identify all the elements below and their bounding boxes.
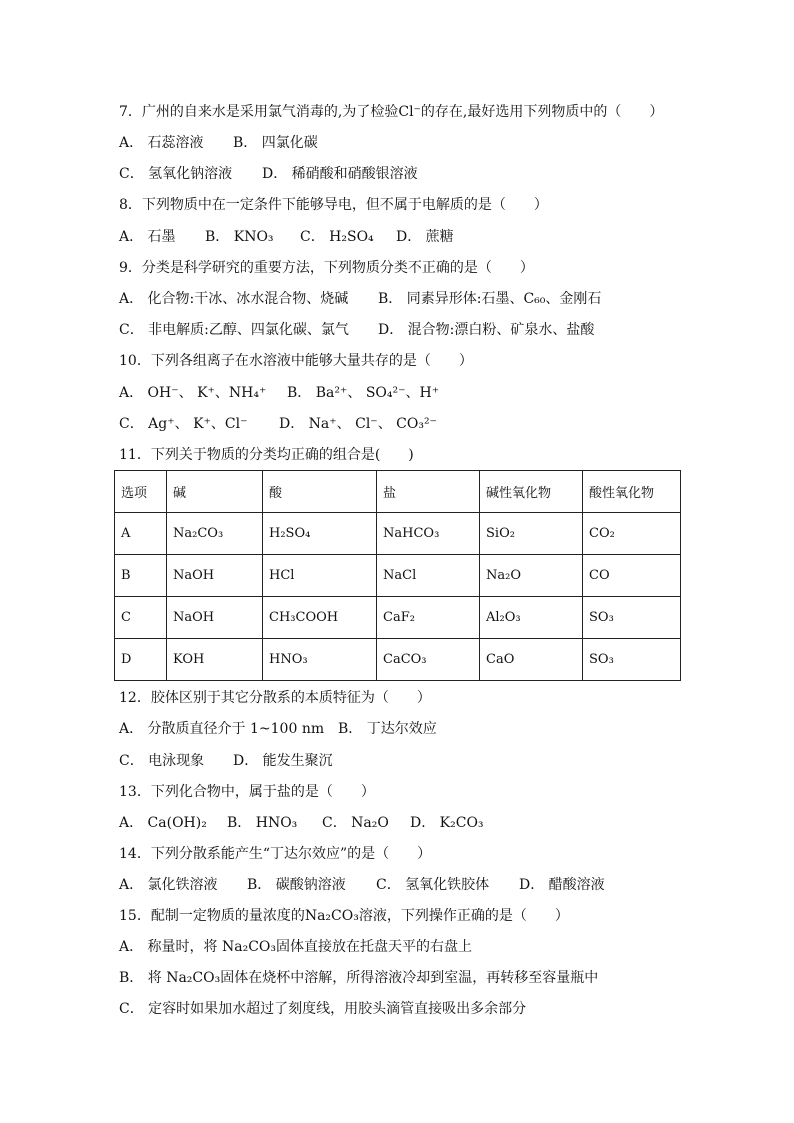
q8-stem: 8．下列物质中在一定条件下能够导电，但不属于电解质的是（ ）: [119, 197, 548, 213]
table-cell: CO: [583, 555, 681, 597]
table-cell: CaF₂: [377, 597, 480, 639]
table-cell: NaOH: [167, 555, 263, 597]
q12-option-d: D． 能发生聚沉: [233, 753, 333, 769]
q13-option-c: C． Na₂O: [322, 815, 389, 831]
q8-option-b: B． KNO₃: [205, 229, 274, 245]
q9-option-d: D． 混合物:漂白粉、矿泉水、盐酸: [378, 322, 595, 338]
table-cell: SiO₂: [480, 513, 583, 555]
table-cell: A: [115, 513, 167, 555]
table-cell: HCl: [263, 555, 377, 597]
table-row: [115, 513, 681, 555]
q7-option-d: D． 稀硝酸和硝酸银溶液: [262, 166, 418, 182]
table-cell: NaOH: [167, 597, 263, 639]
table-header-cell: 碱性氧化物: [480, 471, 583, 513]
q7-option-c: C． 氢氧化钠溶液: [119, 166, 233, 182]
table-row: [115, 555, 681, 597]
table-cell: KOH: [167, 639, 263, 681]
q11-stem: 11．下列关于物质的分类均正确的组合是( ): [119, 447, 414, 463]
table-cell: HNO₃: [263, 639, 377, 681]
table-cell: C: [115, 597, 167, 639]
q7-option-b: B． 四氯化碳: [233, 135, 318, 151]
q13-option-a: A． Ca(OH)₂: [119, 815, 207, 831]
q9-option-b: B． 同素异形体:石墨、C₆₀、金刚石: [378, 291, 602, 307]
q12-option-a: A． 分散质直径介于 1~100 nm: [119, 721, 325, 737]
q8-option-d: D． 蔗糖: [396, 229, 454, 245]
table-header-cell: 碱: [167, 471, 263, 513]
q14-option-d: D． 醋酸溶液: [519, 877, 605, 893]
table-header-cell: 酸: [263, 471, 377, 513]
table-cell: H₂SO₄: [263, 513, 377, 555]
q7-stem: 7．广州的自来水是采用氯气消毒的,为了检验Cl⁻的存在,最好选用下列物质中的（ ）: [119, 104, 664, 120]
q12-stem: 12．胶体区别于其它分散系的本质特征为（ ）: [119, 690, 431, 706]
q7-option-a: A． 石蕊溶液: [119, 135, 204, 151]
table-cell: CO₂: [583, 513, 681, 555]
q14-option-c: C． 氢氧化铁胶体: [376, 877, 490, 893]
q14-option-a: A． 氯化铁溶液: [119, 877, 218, 893]
q10-stem: 10．下列各组离子在水溶液中能够大量共存的是（ ）: [119, 353, 473, 369]
table-cell: SO₃: [583, 597, 681, 639]
table-cell: Na₂O: [480, 555, 583, 597]
q8-option-a: A． 石墨: [119, 229, 176, 245]
q14-option-b: B． 碳酸钠溶液: [247, 877, 346, 893]
table-header-row: [115, 471, 681, 513]
q13-stem: 13．下列化合物中，属于盐的是（ ）: [119, 784, 375, 800]
table-cell: SO₃: [583, 639, 681, 681]
q10-option-c: C． Ag⁺、 K⁺、Cl⁻: [119, 416, 248, 432]
q12-option-c: C． 电泳现象: [119, 753, 205, 769]
q8-option-c: C． H₂SO₄: [300, 229, 374, 245]
q14-stem: 14．下列分散系能产生“丁达尔效应”的是（ ）: [119, 846, 432, 862]
q13-option-b: B． HNO₃: [227, 815, 298, 831]
q9-stem: 9．分类是科学研究的重要方法，下列物质分类不正确的是（ ）: [119, 260, 534, 276]
q13-option-d: D． K₂CO₃: [410, 815, 484, 831]
q9-option-a: A． 化合物:干冰、冰水混合物、烧碱: [119, 291, 349, 307]
table-header-cell: 酸性氧化物: [583, 471, 681, 513]
q15-stem: 15．配制一定物质的量浓度的Na₂CO₃溶液，下列操作正确的是（ ）: [119, 908, 569, 924]
q15-option-a: A． 称量时，将 Na₂CO₃固体直接放在托盘天平的右盘上: [119, 939, 473, 955]
table-cell: Na₂CO₃: [167, 513, 263, 555]
table-row: [115, 597, 681, 639]
table-cell: CaCO₃: [377, 639, 480, 681]
table-cell: NaHCO₃: [377, 513, 480, 555]
q9-option-c: C． 非电解质:乙醇、四氯化碳、氯气: [119, 322, 349, 338]
table-header-cell: 盐: [377, 471, 480, 513]
q15-option-c: C． 定容时如果加水超过了刻度线，用胶头滴管直接吸出多余部分: [119, 1001, 527, 1017]
table-cell: NaCl: [377, 555, 480, 597]
q10-option-d: D． Na⁺、 Cl⁻、 CO₃²⁻: [279, 416, 437, 432]
table-cell: D: [115, 639, 167, 681]
q10-option-b: B． Ba²⁺、 SO₄²⁻、H⁺: [287, 385, 440, 401]
q15-option-b: B． 将 Na₂CO₃固体在烧杯中溶解，所得溶液冷却到室温，再转移至容量瓶中: [119, 970, 599, 986]
table-cell: B: [115, 555, 167, 597]
table-cell: Al₂O₃: [480, 597, 583, 639]
table-cell: CaO: [480, 639, 583, 681]
table-cell: CH₃COOH: [263, 597, 377, 639]
q10-option-a: A． OH⁻、 K⁺、NH₄⁺: [119, 385, 267, 401]
classification-table: [114, 470, 681, 681]
table-header-cell: 选项: [115, 471, 167, 513]
table-row: [115, 639, 681, 681]
q12-option-b: B． 丁达尔效应: [338, 721, 437, 737]
